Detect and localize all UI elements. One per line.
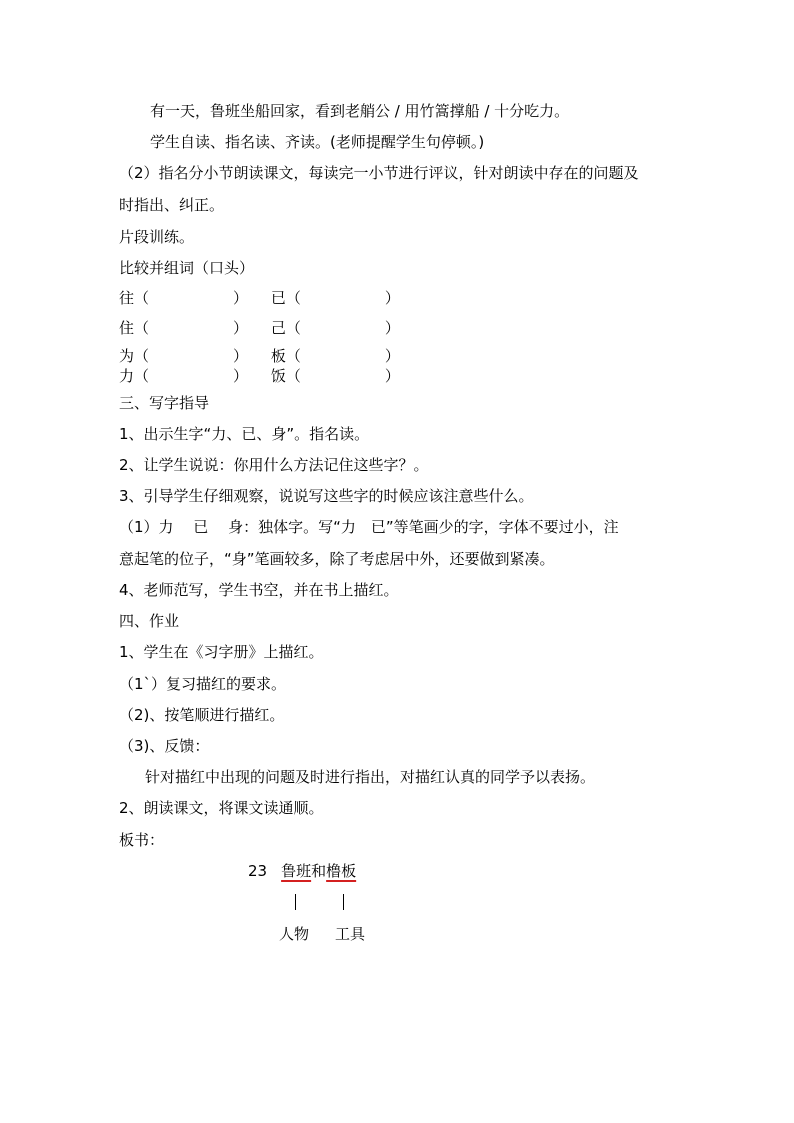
board-title [248,861,356,881]
text-line: （2）指名分小节朗读课文，每读完一小节进行评议，针对朗读中存在的问题及 [119,164,639,182]
compare-char: 往 [119,289,135,307]
text-line: 3、引导学生仔细观察，说说写这些字的时候应该注意些什么。 [119,487,534,505]
compare-char: 饭 [270,367,286,385]
section-heading: 三、写字指导 [119,394,210,412]
bracket-close: ） [384,319,400,337]
text-line: 学生自读、指名读、齐读。(老师提醒学生句停顿。) [150,133,485,151]
text-line: （1`）复习描红的要求。 [119,675,287,693]
text-line: 意起笔的位子，“身”笔画较多，除了考虑居中外，还要做到紧凑。 [119,550,555,568]
text-line: （1）力 已 身：独体字。写“力 已”等笔画少的字，字体不要过小，注 [119,518,619,536]
text-line: 有一天，鲁班坐船回家，看到老艄公 / 用竹篙撑船 / 十分吃力。 [150,102,570,120]
text-line: 1、出示生字“力、已、身”。指名读。 [119,425,370,443]
board-label-characters: 人物 [279,925,310,943]
bracket-close: ） [384,347,400,365]
compare-row [119,288,400,308]
connector-line-left [295,894,296,910]
title-part-luban: 橹板 [326,862,357,880]
text-line: 针对描红中出现的问题及时进行指出，对描红认真的同学予以表扬。 [145,768,596,786]
bracket-close: ） [233,347,249,365]
compare-char: 力 [119,367,135,385]
text-line: 板书： [119,831,165,849]
bracket-open: （ [134,367,150,385]
text-line: （2)、按笔顺进行描红。 [119,706,285,724]
title-part-lubaan: 鲁班 [281,862,312,880]
bracket-open: （ [134,289,150,307]
title-part-and: 和 [311,862,327,880]
text-line: （3)、反馈： [119,737,210,755]
bracket-close: ） [233,319,249,337]
text-line: 片段训练。 [119,228,195,246]
bracket-open: （ [285,347,301,365]
compare-char: 己 [270,319,286,337]
lesson-number: 23 [248,862,268,880]
compare-char: 已 [270,289,286,307]
bracket-open: （ [134,319,150,337]
bracket-close: ） [384,289,400,307]
compare-char: 为 [119,347,135,365]
bracket-open: （ [285,367,301,385]
text-line: 1、学生在《习字册》上描红。 [119,643,324,661]
text-line: 时指出、纠正。 [119,196,225,214]
text-line: 比较并组词（口头） [119,259,255,277]
text-line: 2、让学生说说：你用什么方法记住这些字？。 [119,456,429,474]
connector-line-right [343,894,344,910]
compare-row [119,346,400,366]
bracket-close: ） [384,367,400,385]
compare-char: 板 [270,347,286,365]
board-label-tools: 工具 [335,925,366,943]
bracket-close: ） [233,289,249,307]
section-heading: 四、作业 [119,612,180,630]
compare-char: 住 [119,319,135,337]
bracket-open: （ [285,289,301,307]
compare-row [119,366,400,386]
compare-row [119,318,400,338]
bracket-open: （ [285,319,301,337]
text-line: 4、老师范写，学生书空，并在书上描红。 [119,581,399,599]
bracket-open: （ [134,347,150,365]
text-line: 2、朗读课文，将课文读通顺。 [119,799,324,817]
bracket-close: ） [233,367,249,385]
